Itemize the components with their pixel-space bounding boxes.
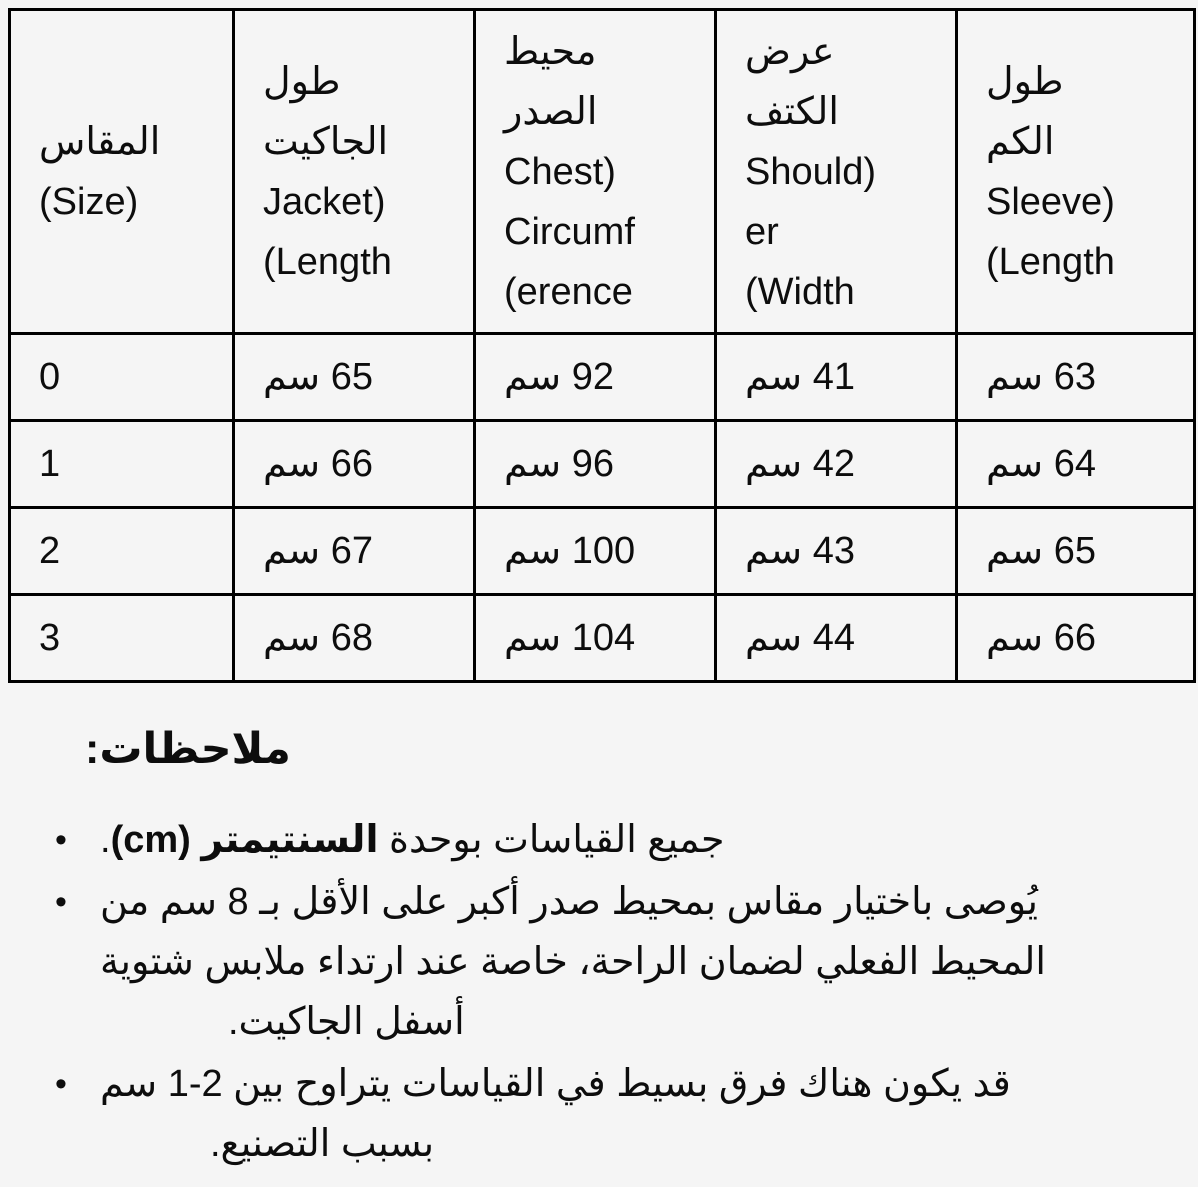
header-cell-size <box>10 10 234 334</box>
header-cell-jacket-length <box>234 10 475 334</box>
notes-list <box>0 810 1198 1174</box>
cell-value: 64 سم <box>986 443 1096 485</box>
cell-value: 65 سم <box>986 530 1096 572</box>
table-row <box>10 508 1195 595</box>
header-line: (Size) <box>39 180 139 223</box>
header-line: (Should <box>745 150 876 193</box>
header-cell-chest-circumference <box>475 10 716 334</box>
list-item <box>0 810 1190 870</box>
cell-jacket-length <box>234 508 475 595</box>
header-cell-shoulder-width <box>716 10 957 334</box>
cell-value: 1 <box>39 443 61 485</box>
cell-value: 100 سم <box>504 530 636 572</box>
header-line: Length) <box>263 240 392 283</box>
table-row <box>10 334 1195 421</box>
bullet-icon: • <box>55 883 67 921</box>
cell-value: 2 <box>39 530 61 572</box>
cell-jacket-length <box>234 334 475 421</box>
table-row <box>10 595 1195 682</box>
cell-size <box>10 334 234 421</box>
header-line: erence) <box>504 270 633 313</box>
cell-shoulder-width <box>716 334 957 421</box>
cell-sleeve-length <box>957 421 1195 508</box>
cell-value: 92 سم <box>504 356 614 398</box>
cell-size <box>10 421 234 508</box>
cell-sleeve-length <box>957 508 1195 595</box>
header-line: (Sleeve <box>986 180 1115 223</box>
bullet-icon: • <box>55 1065 67 1103</box>
cell-value: 67 سم <box>263 530 373 572</box>
cell-sleeve-length <box>957 595 1195 682</box>
header-line: طول <box>263 60 341 103</box>
cell-jacket-length <box>234 595 475 682</box>
list-item <box>0 1054 1190 1174</box>
note-line: قد يكون هناك فرق بسيط في القياسات يتراوح بين 2-1 سم <box>100 1063 1011 1105</box>
cell-value: 68 سم <box>263 617 373 659</box>
size-chart-table <box>8 8 1196 683</box>
cell-shoulder-width <box>716 508 957 595</box>
cell-chest-circumference <box>475 595 716 682</box>
cell-value: 43 سم <box>745 530 855 572</box>
cell-value: 41 سم <box>745 356 855 398</box>
header-line: (Jacket <box>263 180 386 223</box>
header-line: طول <box>986 60 1064 103</box>
cell-size <box>10 508 234 595</box>
table-header-row <box>10 10 1195 334</box>
header-line: (Chest <box>504 150 616 193</box>
cell-value: 66 سم <box>986 617 1096 659</box>
header-line: محيط <box>504 30 597 73</box>
header-line: Length) <box>986 240 1115 283</box>
cell-value: 65 سم <box>263 356 373 398</box>
note-line: المحيط الفعلي لضمان الراحة، خاصة عند ارتداء ملابس شتوية <box>100 941 1046 983</box>
notes-heading: ملاحظات: <box>85 725 291 773</box>
notes-section <box>0 721 1198 1174</box>
note-segment-bold: السنتيمتر (cm) <box>110 819 379 861</box>
header-line: الصدر <box>504 90 598 133</box>
header-line: عرض <box>745 30 835 73</box>
cell-value: 66 سم <box>263 443 373 485</box>
cell-size <box>10 595 234 682</box>
note-line: بسبب التصنيع. <box>210 1123 435 1165</box>
cell-chest-circumference <box>475 334 716 421</box>
note-segment: . <box>100 819 111 861</box>
bullet-icon: • <box>55 821 67 859</box>
cell-value: 96 سم <box>504 443 614 485</box>
note-segment: جميع القياسات بوحدة <box>378 819 725 861</box>
cell-value: 42 سم <box>745 443 855 485</box>
header-line: Circumf <box>504 210 635 253</box>
cell-chest-circumference <box>475 508 716 595</box>
table-row <box>10 421 1195 508</box>
note-line: أسفل الجاكيت. <box>228 1001 465 1043</box>
header-cell-sleeve-length <box>957 10 1195 334</box>
cell-jacket-length <box>234 421 475 508</box>
header-line: Width) <box>745 270 855 313</box>
cell-value: 63 سم <box>986 356 1096 398</box>
note-text <box>100 810 1190 870</box>
cell-chest-circumference <box>475 421 716 508</box>
cell-shoulder-width <box>716 595 957 682</box>
list-item <box>0 872 1190 1052</box>
note-line: يُوصى باختيار مقاس بمحيط صدر أكبر على الأقل بـ 8 سم من <box>100 881 1038 923</box>
cell-value: 104 سم <box>504 617 636 659</box>
cell-sleeve-length <box>957 334 1195 421</box>
cell-value: 0 <box>39 356 61 398</box>
cell-value: 3 <box>39 617 61 659</box>
note-text <box>100 1054 1190 1174</box>
header-line: الكتف <box>745 90 839 133</box>
header-line: المقاس <box>39 120 161 163</box>
cell-value: 44 سم <box>745 617 855 659</box>
header-line: الكم <box>986 120 1055 163</box>
note-text <box>100 872 1190 1052</box>
header-line: الجاكيت <box>263 120 389 163</box>
header-line: er <box>745 210 779 253</box>
cell-shoulder-width <box>716 421 957 508</box>
